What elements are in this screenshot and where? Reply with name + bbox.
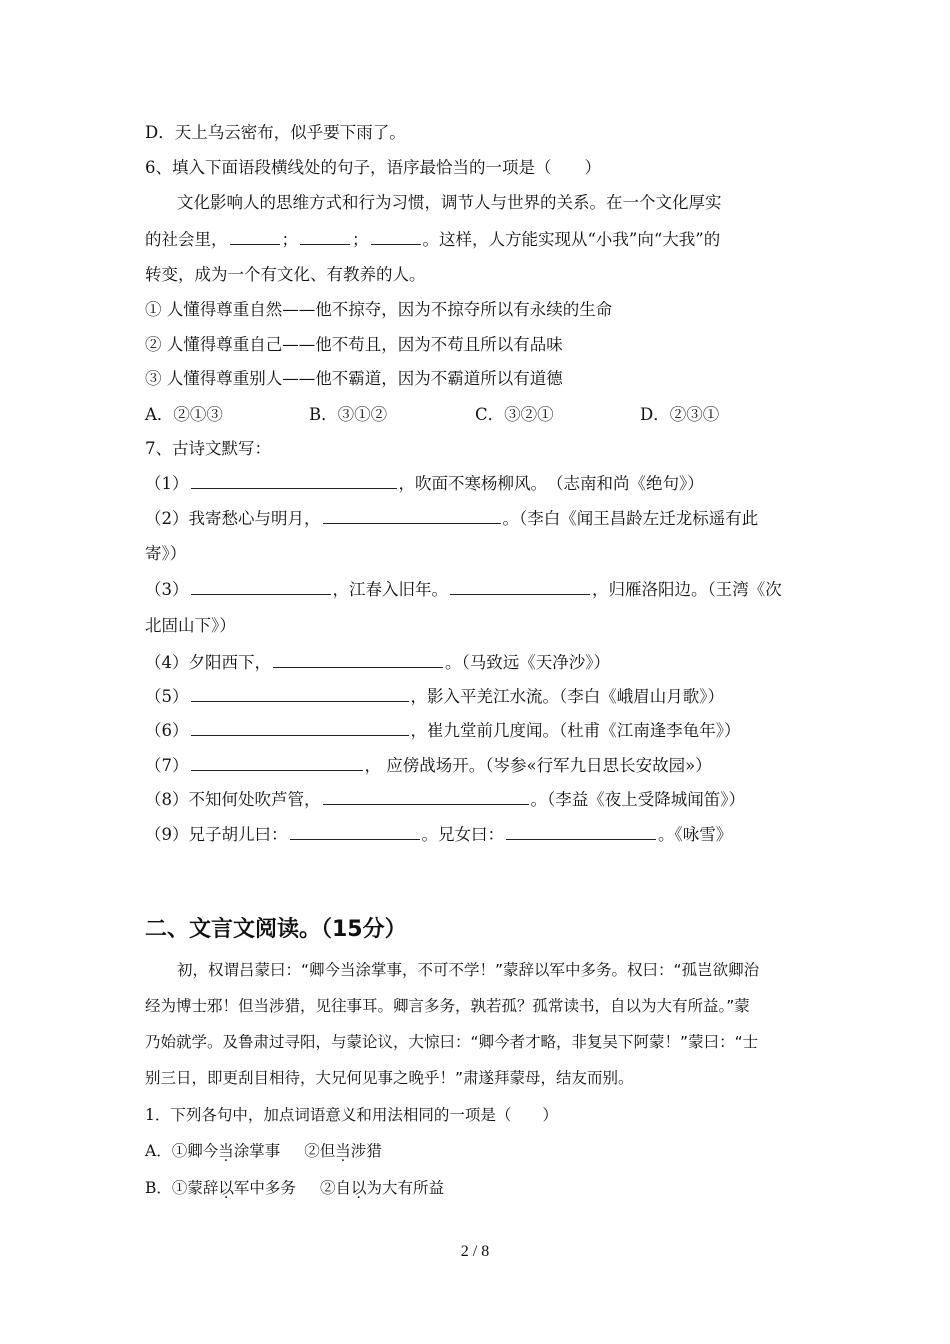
q7-p7-number: （7） — [145, 756, 189, 775]
q7-p9-start: （9）兄子胡儿曰： — [145, 825, 288, 844]
q7-p1-number: （1） — [145, 474, 189, 493]
q7-p2-start: （2）我寄愁心与明月， — [145, 509, 321, 528]
s2-option-a-part1: ①卿今 — [171, 1142, 219, 1160]
q7-poem-3-cont: 北固山下》） — [145, 616, 236, 635]
q6-option-c: C．③②① — [475, 405, 554, 424]
q6-sep-1: ； — [281, 230, 298, 249]
q7-p3-number: （3） — [145, 580, 189, 599]
q7-p4-blank — [273, 651, 443, 668]
q6-blank-2 — [300, 228, 350, 245]
q6-paragraph-line-2 — [145, 228, 720, 251]
q7-p7-text: ， 应傍战场开。（岑参«行军九日思长安故园»） — [364, 756, 712, 775]
s2-option-a-label: A． — [145, 1142, 172, 1160]
q7-p2-blank — [323, 507, 501, 524]
q6-paragraph-line-3: 转变，成为一个有文化、有教养的人。 — [145, 265, 426, 284]
s2-option-a-part1-end: 涂掌事 — [233, 1142, 281, 1160]
q7-poem-2 — [145, 507, 758, 530]
passage-line-2: 经为博士邪！但当涉猎，见往事耳。卿言多务，孰若孤？孤常读书，自以为大有所益。”蒙 — [145, 997, 750, 1015]
passage-line-1: 初，权谓吕蒙曰：“卿今当涂掌事，不可不学！”蒙辞以军中多务。权曰：“孤岂欲卿治 — [177, 961, 760, 979]
q7-p4-start: （4）夕阳西下， — [145, 653, 271, 672]
q7-poem-3 — [145, 578, 782, 601]
s2-option-b-part2-end: 为大有所益 — [366, 1179, 444, 1197]
q6-sep-2: ； — [352, 230, 369, 249]
s2-question-1: 1．下列各句中，加点词语意义和用法相同的一项是（ ） — [145, 1106, 558, 1124]
q6-item-1: ① 人懂得尊重自然——他不掠夺，因为不掠夺所以有永续的生命 — [145, 300, 613, 319]
s2-option-a-part2: ②但 — [304, 1142, 336, 1160]
q7-p6-blank — [191, 719, 409, 736]
q7-p8-blank — [323, 788, 529, 805]
q7-p1-text: ，吹面不寒杨柳风。 （志南和尚《绝句》） — [398, 474, 704, 493]
s2-option-a-part2-end: 涉猎 — [350, 1142, 382, 1160]
q6-option-a: A．②①③ — [145, 405, 223, 424]
q7-title: 7、古诗文默写： — [145, 439, 271, 458]
q7-p3-blank-2 — [450, 578, 590, 595]
q6-paragraph-line-1: 文化影响人的思维方式和行为习惯，调节人与世界的关系。在一个文化厚实 — [177, 193, 722, 212]
q7-poem-6 — [145, 719, 741, 742]
q7-p4-end: 。（马致远《天净沙》） — [445, 653, 610, 672]
page-number: 2 / 8 — [460, 1243, 490, 1260]
q5-option-d: D．天上乌云密布，似乎要下雨了。 — [145, 123, 406, 142]
q7-p1-blank — [191, 472, 397, 489]
s2-option-b-part2: ②自 — [319, 1179, 351, 1197]
q7-p8-end: 。（李益《夜上受降城闻笛》） — [530, 790, 745, 809]
q6-para2-start: 的社会里， — [145, 230, 228, 249]
passage-line-3: 乃始就学。及鲁肃过寻阳，与蒙论议，大惊曰：“卿今者才略，非复吴下阿蒙！”蒙曰：“士 — [145, 1033, 759, 1051]
q7-p3-blank-1 — [191, 578, 331, 595]
q7-p9-end: 。《咏雪》 — [658, 825, 733, 844]
q7-p8-start: （8）不知何处吹芦管， — [145, 790, 321, 809]
s2-option-b-part1: ①蒙辞 — [171, 1179, 219, 1197]
q7-p5-blank — [191, 685, 409, 702]
q6-para2-end: 。这样，人方能实现从“小我”向“大我”的 — [422, 230, 721, 249]
s2-option-a-dotted-1: 当 — [218, 1142, 234, 1160]
q6-item-3: ③ 人懂得尊重别人——他不霸道，因为不霸道所以有道德 — [145, 369, 563, 388]
section-2-heading: 二、文言文阅读。（15分） — [145, 917, 407, 942]
s2-option-a-dotted-2: 当 — [335, 1142, 351, 1160]
q7-poem-4 — [145, 651, 610, 674]
q6-blank-1 — [230, 228, 280, 245]
s2-option-b-part1-end: 军中多务 — [233, 1179, 296, 1197]
q7-p5-number: （5） — [145, 687, 189, 706]
q7-p2-end: 。（李白《闻王昌龄左迁龙标遥有此 — [502, 509, 759, 528]
q7-p9-middle: 。兄女曰： — [421, 825, 504, 844]
q6-blank-3 — [371, 228, 421, 245]
q7-poem-5 — [145, 685, 724, 708]
s2-option-b-dotted-2: 以 — [350, 1179, 367, 1197]
q7-poem-7 — [145, 754, 712, 777]
q7-poem-2-cont: 寄》） — [145, 544, 187, 563]
s2-option-b-label: B． — [145, 1179, 172, 1197]
q7-p6-number: （6） — [145, 721, 189, 740]
q6-item-2: ② 人懂得尊重自己——他不苟且，因为不苟且所以有品味 — [145, 335, 563, 354]
q6-option-b: B．③①② — [309, 405, 388, 424]
q7-poem-1 — [145, 472, 704, 495]
q7-p9-blank-1 — [290, 823, 420, 840]
q7-p9-blank-2 — [506, 823, 656, 840]
passage-line-4: 别三日，即更刮目相待，大兄何见事之晚乎！”肃遂拜蒙母，结友而别。 — [145, 1069, 634, 1087]
q7-poem-9 — [145, 823, 732, 846]
q6-prompt: 6、填入下面语段横线处的句子，语序最恰当的一项是（ ） — [145, 158, 601, 177]
q7-poem-8 — [145, 788, 745, 811]
s2-option-b-dotted-1: 以 — [218, 1179, 234, 1197]
q7-p6-text: ，崔九堂前几度闻。（杜甫《江南逢李龟年》） — [410, 721, 741, 740]
q7-p3-end: ，归雁洛阳边。（王湾《次 — [592, 580, 782, 599]
q7-p7-blank — [191, 754, 363, 771]
q7-p3-middle: ，江春入旧年。 — [332, 580, 448, 599]
s2-option-a — [145, 1140, 382, 1162]
s2-option-b — [145, 1177, 444, 1199]
q7-p5-text: ，影入平羌江水流。（李白《峨眉山月歌》） — [410, 687, 724, 706]
q6-option-d: D．②③① — [640, 405, 720, 424]
